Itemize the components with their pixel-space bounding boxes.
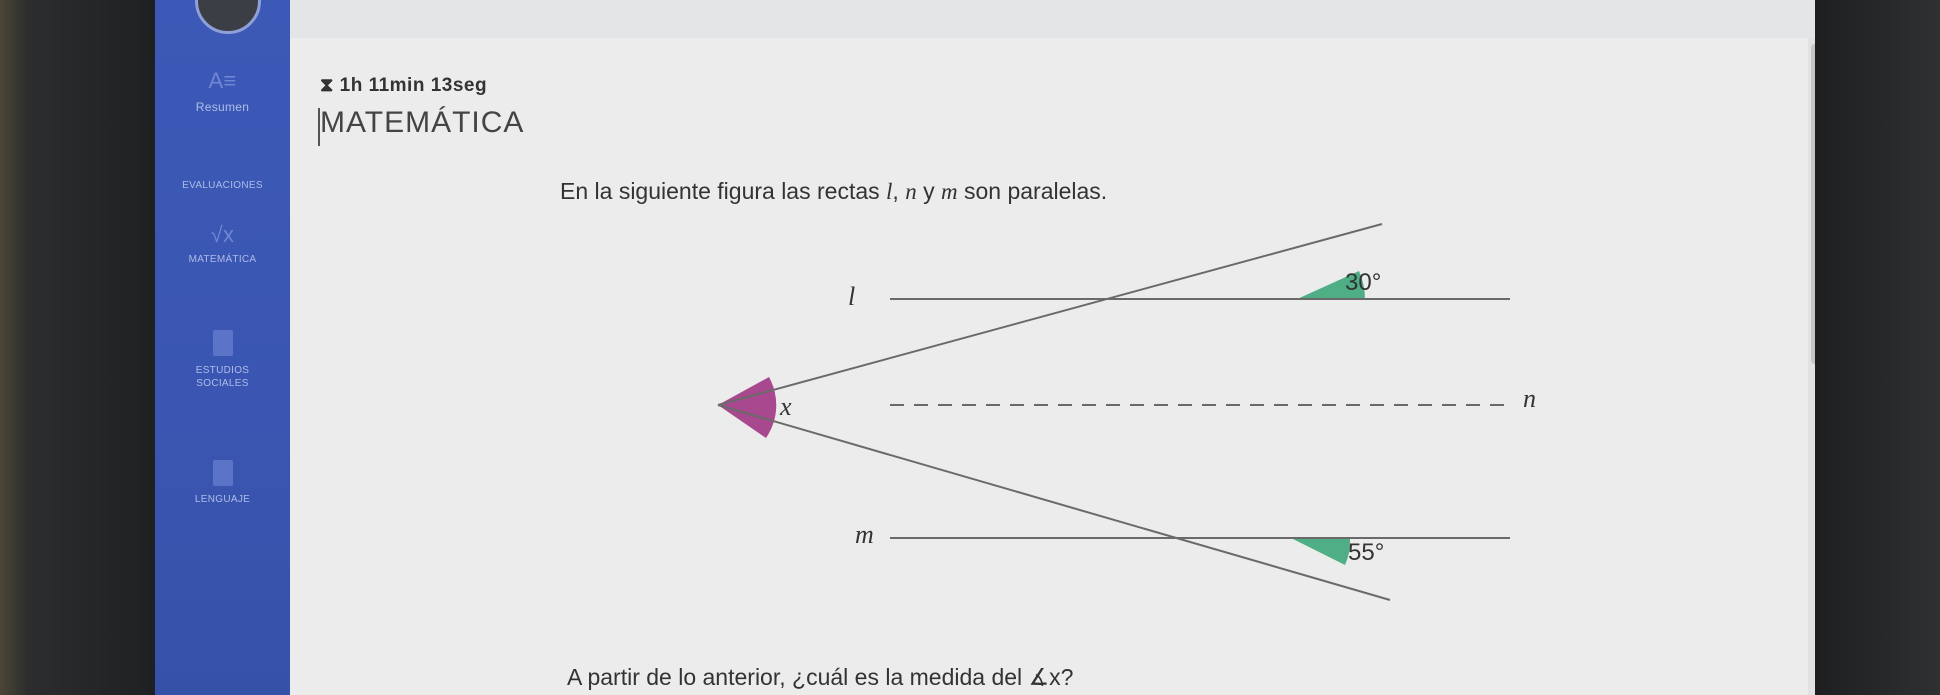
sidebar	[155, 0, 290, 695]
question-text	[560, 178, 1107, 205]
sidebar-item-lenguaje[interactable]	[155, 460, 290, 505]
line-l-label: l	[848, 282, 856, 311]
sidebar-item-resumen[interactable]	[155, 68, 290, 114]
chart-icon: A≡	[208, 68, 237, 93]
question-part: ,	[892, 178, 906, 204]
angle-55-wedge	[1293, 539, 1350, 565]
book-icon	[213, 330, 233, 356]
question-part: y	[916, 178, 941, 204]
line-l-ref: l	[886, 179, 893, 204]
avatar[interactable]	[195, 0, 261, 34]
book-icon	[213, 460, 233, 486]
screen	[155, 0, 1830, 695]
sidebar-item-label: EVALUACIONES	[182, 180, 263, 191]
sidebar-item-label: LENGUAJE	[194, 494, 251, 505]
question-prompt: A partir de lo anterior, ¿cuál es la medida del ∡x?	[567, 664, 1074, 690]
transversal-top	[718, 224, 1382, 405]
question-part: En la siguiente figura las rectas	[560, 178, 887, 204]
sidebar-item-label: MATEMÁTICA	[188, 254, 257, 265]
sidebar-item-estudios-sociales[interactable]	[155, 330, 290, 390]
timer	[320, 75, 487, 97]
monitor-bezel-right	[1815, 0, 1940, 695]
sidebar-item-matematica[interactable]	[155, 222, 290, 265]
angle-x-label: x	[780, 392, 792, 421]
angle-30-label: 30°	[1345, 269, 1382, 296]
sidebar-item-label: Resumen	[195, 100, 250, 114]
question-part: son paralelas.	[957, 178, 1108, 204]
monitor-bezel-left	[0, 0, 155, 695]
line-m-label: m	[855, 520, 874, 549]
line-n-label: n	[1523, 384, 1536, 413]
transversal-bottom	[718, 405, 1390, 600]
hourglass-icon: ⧗	[320, 75, 334, 96]
line-n-ref: n	[905, 179, 917, 204]
angle-55-label: 55°	[1348, 539, 1385, 566]
geometry-figure	[570, 225, 1536, 625]
sqrt-icon: √x	[210, 222, 235, 247]
top-bar	[290, 0, 1830, 40]
line-m-ref: m	[940, 179, 958, 204]
sidebar-item-label: ESTUDIOS SOCIALES	[195, 365, 250, 389]
timer-text: 1h 11min 13seg	[339, 75, 488, 96]
page-title: MATEMÁTICA	[320, 106, 525, 139]
sidebar-item-evaluaciones[interactable]	[155, 180, 290, 191]
